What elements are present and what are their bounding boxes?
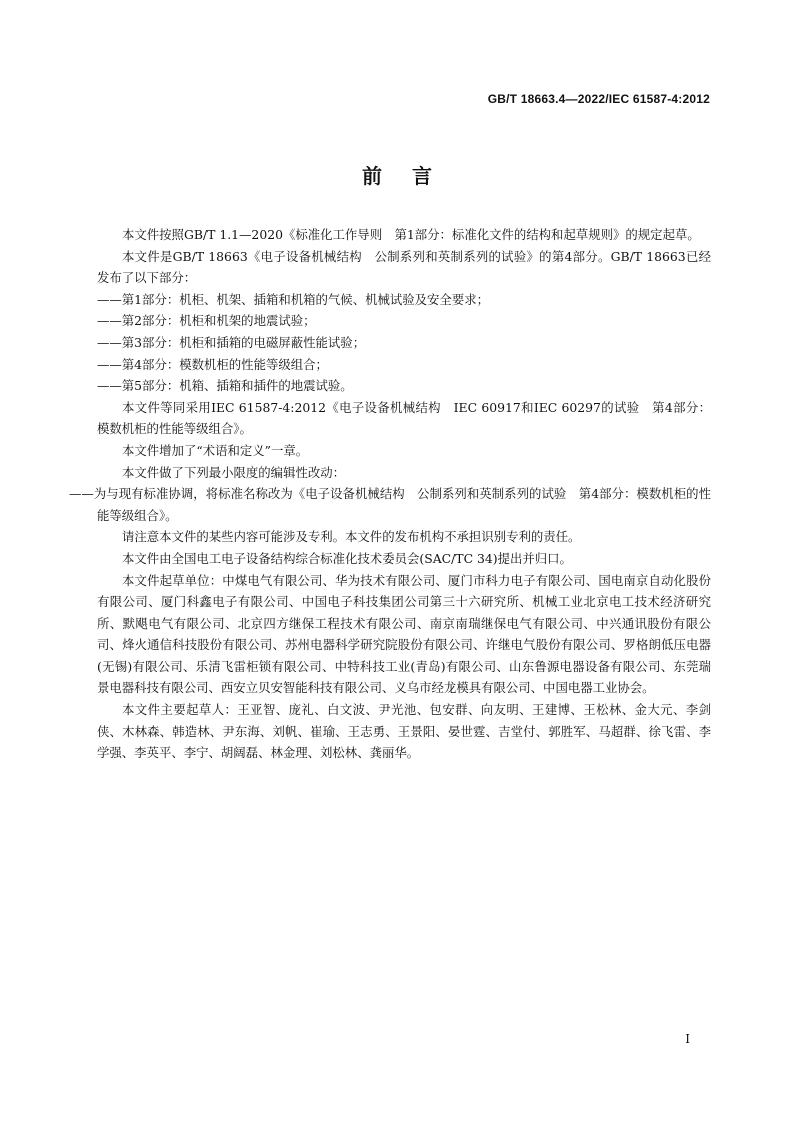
- paragraph-drafters: 本文件主要起草人：王亚智、庞礼、白文波、尹光池、包安群、向友明、王建博、王松林、金大元、李剑侠、木林森、韩造林、尹东海、刘帆、崔瑜、王志勇、王景阳、晏世霆、吉堂付、郭胜军、马超群、徐飞雷、李学强、李英平、李宁、胡阔磊、林金理、刘松林、龚丽华。: [97, 702, 711, 761]
- paragraph-editorial-changes: 本文件做了下列最小限度的编辑性改动：: [122, 464, 346, 480]
- paragraph-iec-adoption: 本文件等同采用IEC 61587-4:2012《电子设备机械结构 IEC 60917和IEC 60297的试验 第4部分：模数机柜的性能等级组合》。: [97, 399, 711, 437]
- foreword-body: [69, 224, 711, 764]
- list-item-part5: ——第5部分：机箱、插箱和插件的地震试验。: [97, 378, 353, 394]
- list-item-part3: ——第3部分：机柜和插箱的电磁屏蔽性能试验；: [97, 334, 366, 350]
- list-item-part4: ——第4部分：模数机柜的性能等级组合；: [97, 356, 328, 372]
- paragraph-series-intro: 本文件是GB/T 18663《电子设备机械结构 公制系列和英制系列的试验》的第4部分。GB/T 18663已经发布了以下部分：: [97, 248, 711, 286]
- paragraph-drafting-rules: 本文件按照GB/T 1.1—2020《标准化工作导则 第1部分：标准化文件的结构和起草规则》的规定起草。: [122, 227, 700, 242]
- paragraph-drafting-units: 本文件起草单位：中煤电气有限公司、华为技术有限公司、厦门市科力电子有限公司、国电南京自动化股份有限公司、厦门科鑫电子有限公司、中国电子科技集团公司第三十六研究所、机械工业北京电工技术经济研究所、默飓电气有限公司、北京四方继保工程技术有限公司、南京南瑞继保电气有限公司、中兴通讯股份有限公司、烽火通信科技股份有限公司、苏州电器科学研究院股份有限公司、许继电气股份有限公司、罗格朗低压电器(无锡)有限公司、乐清飞雷柜锁有限公司、中特科技工业(青岛)有限公司、山东鲁源电器设备有限公司、东莞瑞景电器科技有限公司、西安立贝安智能科技有限公司、义乌市经龙模具有限公司、中国电器工业协会。: [97, 572, 711, 696]
- list-item-part1: ——第1部分：机柜、机架、插箱和机箱的气候、机械试验及安全要求；: [97, 291, 489, 307]
- paragraph-proposed-by: 本文件由全国电工电子设备结构综合标准化技术委员会(SAC/TC 34)提出并归口。: [122, 550, 572, 566]
- paragraph-patent-notice: 请注意本文件的某些内容可能涉及专利。本文件的发布机构不承担识别专利的责任。: [122, 529, 581, 545]
- page-number: I: [685, 1032, 690, 1046]
- standard-code-header: GB/T 18663.4—2022/IEC 61587-4:2012: [487, 92, 710, 106]
- list-item-part2: ——第2部分：机柜和机架的地震试验；: [97, 313, 316, 329]
- paragraph-added-chapter: 本文件增加了“术语和定义”一章。: [122, 442, 309, 458]
- list-item-name-change: ——为与现有标准协调，将标准名称改为《电子设备机械结构 公制系列和英制系列的试验 第4部分：模数机柜的性能等级组合》。: [69, 486, 711, 523]
- page-title: 前言: [362, 164, 462, 188]
